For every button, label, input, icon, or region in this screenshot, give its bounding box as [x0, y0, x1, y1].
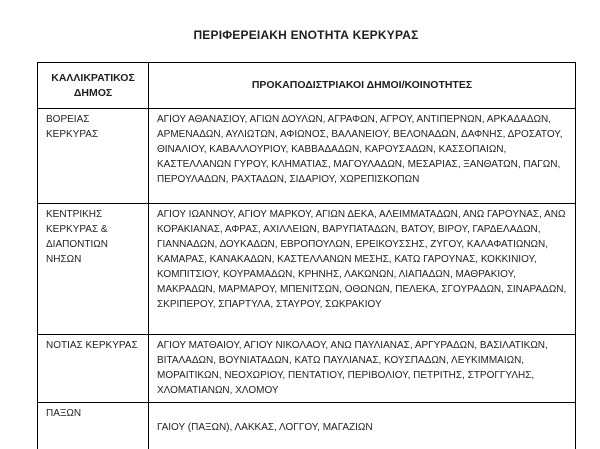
header-row	[38, 63, 576, 109]
table-row-south-corfu	[38, 335, 576, 403]
page-title: ΠΕΡΙΦΕΡΕΙΑΚΗ ΕΝΟΤΗΤΑ ΚΕΡΚΥΡΑΣ	[193, 28, 419, 42]
communities-cell: ΑΓΙΟΥ ΜΑΤΘΑΙΟΥ, ΑΓΙΟΥ ΝΙΚΟΛΑΟΥ, ΑΝΩ ΠΑΥΛΙΑΝΑΣ, ΑΡΓΥΡΑΔΩΝ, ΒΑΣΙΛΑΤΙΚΩΝ, ΒΙΤΑΛΑΔΩΝ, ΒΟΥΝΙΑΤΑΔΩΝ, ΚΑΤΩ ΠΑΥΛΙΑΝΑΣ, ΚΟΥΣΠΑΔΩΝ, ΛΕΥΚΙΜΜΑΙΩΝ, ΜΟΡΑΙΤΙΚΩΝ, ΝΕΟΧΩΡΙΟΥ, ΠΕΝΤΑΤΙΟΥ, ΠΕΡΙΒΟΛΙΟΥ, ΠΕΤΡΙΤΗΣ, ΣΤΡΟΓΓΥΛΗΣ, ΧΛΟΜΑΤΙΑΝΩΝ, ΧΛΟΜΟΥ	[149, 335, 576, 403]
communities-cell: ΑΓΙΟΥ ΑΘΑΝΑΣΙΟΥ, ΑΓΙΩΝ ΔΟΥΛΩΝ, ΑΓΡΑΦΩΝ, ΑΓΡΟΥ, ΑΝΤΙΠΕΡΝΩΝ, ΑΡΚΑΔΑΔΩΝ, ΑΡΜΕΝΑΔΩΝ, ΑΥΛΙΩΤΩΝ, ΑΦΙΩΝΟΣ, ΒΑΛΑΝΕΙΟΥ, ΒΕΛΟΝΑΔΩΝ, ΔΑΦΝΗΣ, ΔΡΟΣΑΤΟΥ, ΘΙΝΑΛΙΟΥ, ΚΑΒΑΛΛΟΥΡΙΟΥ, ΚΑΒΒΑΔΑΔΩΝ, ΚΑΡΟΥΣΑΔΩΝ, ΚΑΣΣΟΠΑΙΩΝ, ΚΑΣΤΕΛΛΑΝΩΝ ΓΥΡΟΥ, ΚΛΗΜΑΤΙΑΣ, ΜΑΓΟΥΛΑΔΩΝ, ΜΕΣΑΡΙΑΣ, ΞΑΝΘΑΤΩΝ, ΠΑΓΩΝ, ΠΕΡΟΥΛΑΔΩΝ, ΡΑΧΤΑΔΩΝ, ΣΙΔΑΡΙΟΥ, ΧΩΡΕΠΙΣΚΟΠΩΝ	[149, 109, 576, 204]
municipality-cell: ΚΕΝΤΡΙΚΗΣ ΚΕΡΚΥΡΑΣ & ΔΙΑΠΟΝΤΙΩΝ ΝΗΣΩΝ	[38, 204, 149, 335]
table-row-central-corfu	[38, 204, 576, 335]
communities-cell: ΑΓΙΟΥ ΙΩΑΝΝΟΥ, ΑΓΙΟΥ ΜΑΡΚΟΥ, ΑΓΙΩΝ ΔΕΚΑ, ΑΛΕΙΜΜΑΤΑΔΩΝ, ΑΝΩ ΓΑΡΟΥΝΑΣ, ΑΝΩ ΚΟΡΑΚΙΑΝΑΣ, ΑΦΡΑΣ, ΑΧΙΛΛΕΙΩΝ, ΒΑΡΥΠΑΤΑΔΩΝ, ΒΑΤΟΥ, ΒΙΡΟΥ, ΓΑΡΔΕΛΑΔΩΝ, ΓΙΑΝΝΑΔΩΝ, ΔΟΥΚΑΔΩΝ, ΕΒΡΟΠΟΥΛΩΝ, ΕΡΕΙΚΟΥΣΣΗΣ, ΖΥΓΟΥ, ΚΑΛΑΦΑΤΙΩΝΩΝ, ΚΑΜΑΡΑΣ, ΚΑΝΑΚΑΔΩΝ, ΚΑΣΤΕΛΛΑΝΩΝ ΜΕΣΗΣ, ΚΑΤΩ ΓΑΡΟΥΝΑΣ, ΚΟΚΚΙΝΙΟΥ, ΚΟΜΠΙΤΣΙΟΥ, ΚΟΥΡΑΜΑΔΩΝ, ΚΡΗΝΗΣ, ΛΑΚΩΝΩΝ, ΛΙΑΠΑΔΩΝ, ΜΑΘΡΑΚΙΟΥ, ΜΑΚΡΑΔΩΝ, ΜΑΡΜΑΡΟΥ, ΜΠΕΝΙΤΣΩΝ, ΟΘΩΝΩΝ, ΠΕΛΕΚΑ, ΣΓΟΥΡΑΔΩΝ, ΣΙΝΑΡΑΔΩΝ, ΣΚΡΙΠΕΡΟΥ, ΣΠΑΡΤΥΛΑ, ΣΤΑΥΡΟΥ, ΣΩΚΡΑΚΙΟΥ	[149, 204, 576, 335]
header-municipality: ΚΑΛΛΙΚΡΑΤΙΚΟΣ ΔΗΜΟΣ	[38, 63, 149, 109]
header-communities: ΠΡΟΚΑΠΟΔΙΣΤΡΙΑΚΟΙ ΔΗΜΟΙ/ΚΟΙΝΟΤΗΤΕΣ	[149, 63, 576, 109]
table-row-north-corfu	[38, 109, 576, 204]
municipality-cell: ΝΟΤΙΑΣ ΚΕΡΚΥΡΑΣ	[38, 335, 149, 403]
table-row-paxoi	[38, 403, 576, 449]
municipality-cell: ΠΑΞΩΝ	[38, 403, 149, 449]
municipalities-table	[37, 62, 576, 449]
communities-cell: ΓΑΙΟΥ (ΠΑΞΩΝ), ΛΑΚΚΑΣ, ΛΟΓΓΟΥ, ΜΑΓΑΖΙΩΝ	[149, 403, 576, 449]
municipality-cell: ΒΟΡΕΙΑΣ ΚΕΡΚΥΡΑΣ	[38, 109, 149, 204]
